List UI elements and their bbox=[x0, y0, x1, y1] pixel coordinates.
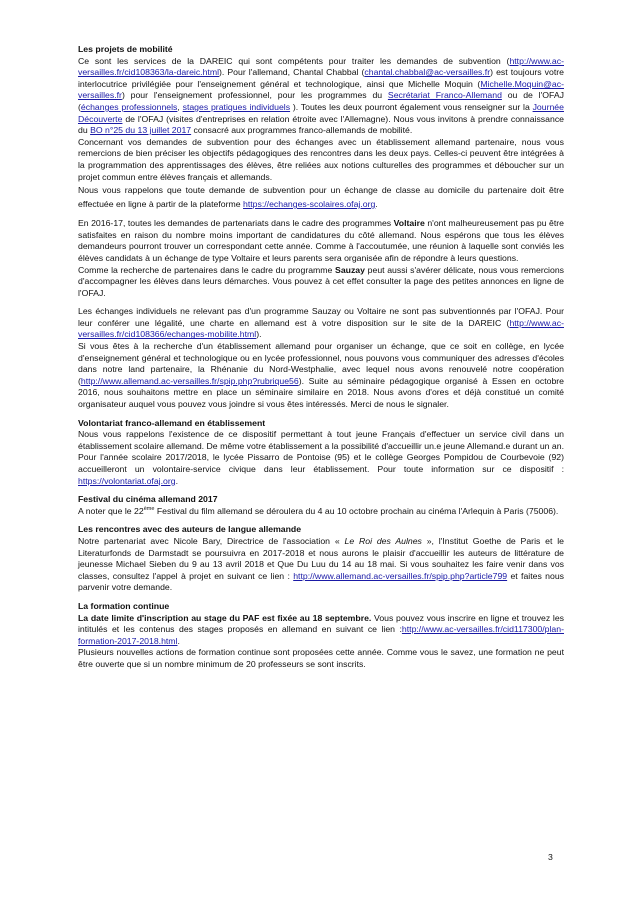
section-festival bbox=[78, 494, 564, 517]
email-chabbal-link[interactable]: chantal.chabbal@ac-versailles.fr bbox=[364, 67, 491, 78]
section-rencontres bbox=[78, 524, 564, 594]
mobility-paragraph-3: Nous vous rappelons que toute demande de subvention pour un échange de classe au domicile du partenaire doit être effectuée en ligne à partir de la plateforme https://echanges-scolaires.ofaj.org. bbox=[78, 185, 564, 210]
section-title-festival: Festival du cinéma allemand 2017 bbox=[78, 494, 218, 505]
festival-paragraph: A noter que le 22ème Festival du film allemand se déroulera du 4 au 10 octobre prochain au cinéma l'Arlequin à Paris (75006). bbox=[78, 505, 559, 516]
section-title-mobility: Les projets de mobilité bbox=[78, 44, 173, 54]
link-plan-formation[interactable]: http://www.ac-versailles.fr/cid117300/plan-formation-2017-2018.html bbox=[78, 624, 564, 646]
formation-paragraph-2: Plusieurs nouvelles actions de formation continue sont proposées cette année. Comme vous le savez, une formation ne peut être ouverte que si un nombre minimum de 20 professeurs se sont inscrits. bbox=[78, 647, 564, 669]
link-echanges-scolaires-ofaj[interactable]: https://echanges-scolaires.ofaj.org bbox=[243, 199, 376, 210]
page-number: 3 bbox=[548, 852, 553, 862]
section-mobility bbox=[78, 44, 564, 211]
document-page bbox=[78, 44, 564, 678]
formation-paragraph-1: La date limite d'inscription au stage du PAF est fixée au 18 septembre. Vous pouvez vous inscrire en ligne et trouvez les intitulés et les contenus des stages proposés en allemand en suivant ce lien :http://www.ac-versailles.fr/cid117300/plan-formation-2017-2018.html. bbox=[78, 612, 564, 646]
link-echanges-professionnels[interactable]: échanges professionnels bbox=[80, 101, 178, 112]
mobility-paragraph-1: Ce sont les services de la DAREIC qui sont compétents pour traiter les demandes de subvention (http://www.ac-versailles.fr/cid108363/la-dareic.html). Pour l'allemand, Chantal Chabbal (chantal.chabbal@ac-versailles.fr) est toujours votre interlocutrice privilégiée pour l'enseignement général et technologique, ainsi que Michelle Moquin (Michelle.Moquin@ac-versailles.fr) pour l'enseignement professionnel, pour les programmes du Secrétariat Franco-Allemand ou de l'OFAJ (échanges professionnels, stages pratiques individuels ). Toutes les deux pourront également vous renseigner sur la Journée Découverte de l'OFAJ (visites d'entreprises en relation étroite avec l'Allemagne). Nous vous invitons à prendre connaissance du BO n°25 du 13 juillet 2017 consacré aux programmes franco-allemands de mobilité. bbox=[78, 55, 564, 136]
link-charte-echanges[interactable]: http://www.ac-versailles.fr/cid108366/echanges-mobilite.html bbox=[78, 317, 564, 340]
link-volontariat-ofaj[interactable]: https://volontariat.ofaj.org bbox=[78, 475, 176, 486]
individual-paragraph-1: Les échanges individuels ne relevant pas d'un programme Sauzay ou Voltaire ne sont pas subventionnés par l'OFAJ. Pour leur conférer une légalité, une charte en allemand est à votre disposition sur le site de la DAREIC (http://www.ac-versailles.fr/cid108366/echanges-mobilite.html). bbox=[78, 306, 564, 340]
section-formation bbox=[78, 601, 564, 671]
individual-paragraph-2: Si vous êtes à la recherche d'un établissement allemand pour organiser un échange, que ce soit en collège, en lycée d'enseignement général et technologique ou en lycée professionnel, nous pouvons vous communiquer des adresses d'écoles dans notre land partenaire, la Rhénanie du Nord-Westphalie, avec lequel nous avons renouvelé notre coopération (http://www.allemand.ac-versailles.fr/spip.php?rubrique56). Suite au séminaire pédagogique organisé à Essen en octobre 2016, nous souhaitons mettre en place un séminaire similaire en 2018. Nous avons d'ores et déjà constitué un comité organisateur auquel vous pouvez vous joindre si vous êtes intéressés. Merci de nous le signaler. bbox=[78, 341, 564, 410]
link-bo[interactable]: BO n°25 du 13 juillet 2017 bbox=[90, 125, 192, 136]
link-article799[interactable]: http://www.allemand.ac-versailles.fr/spip.php?article799 bbox=[293, 570, 508, 581]
section-individual-exchanges bbox=[78, 306, 564, 410]
voltaire-paragraph-1: En 2016-17, toutes les demandes de partenariats dans le cadre des programmes Voltaire n'ont malheureusement pas pu être satisfaites en raison du nombre moins important de candidatures du côté allemand. Nous espérons que tous les élèves demandeurs pourront trouver un correspondant cette année. Comme à l'accoutumée, une réunion à laquelle sont conviés les élèves candidats à un échange de type Voltaire et leurs parents sera organisée afin de répondre à leurs questions. bbox=[78, 218, 564, 263]
link-dareic[interactable]: http://www.ac-versailles.fr/cid108363/la-dareic.html bbox=[78, 55, 564, 78]
section-title-rencontres: Les rencontres avec des auteurs de langue allemande bbox=[78, 524, 302, 535]
mobility-paragraph-2: Concernant vos demandes de subvention pour des échanges avec un établissement allemand partenaire, nous vous remercions de bien préciser les objectifs pédagogiques des rencontres dans les deux pays. Celles-ci peuvent être intégrées à la programmation des apprentissages des élèves, être reliées aux notions culturelles des programmes et déboucher sur un projet commun entre élèves français et allemands. bbox=[78, 136, 564, 182]
link-secretariat-franco-allemand[interactable]: Secrétariat Franco-Allemand bbox=[387, 90, 502, 101]
link-rubrique56[interactable]: http://www.allemand.ac-versailles.fr/spip.php?rubrique56 bbox=[80, 375, 299, 386]
sauzay-paragraph: Comme la recherche de partenaires dans le cadre du programme Sauzay peut aussi s'avérer délicate, nous vous remercions d'accompagner les élèves dans leurs démarches. Vous pouvez à cet effet consulter la page des petites annonces en ligne de l'OFAJ. bbox=[78, 264, 564, 298]
section-title-volontariat: Volontariat franco-allemand en établissement bbox=[78, 417, 266, 428]
link-stages-pratiques[interactable]: stages pratiques individuels bbox=[182, 101, 291, 112]
rencontres-paragraph: Notre partenariat avec Nicole Bary, Directrice de l'association « Le Roi des Aulnes », l'Institut Goethe de Paris et le Literaturfonds de Darmstadt se poursuivra en 2017-2018 et nous aurons le plaisir d'accueillir les auteurs de littérature de jeunesse Michael Sieben du 9 au 13 avril 2018 et Que Du Luu du 14 au 18 mai. Si vous souhaitez les faire venir dans vos classes, consultez l'appel à projet en suivant ce lien : http://www.allemand.ac-versailles.fr/spip.php?article799 et faites nous parvenir votre demande. bbox=[78, 535, 564, 593]
volontariat-paragraph: Nous vous rappelons l'existence de ce dispositif permettant à tout jeune Français d'effectuer un service civil dans un établissement scolaire allemand. De même votre établissement a la possibilité d'accueillir un.e jeune Allemand.e durant un an. Pour l'année scolaire 2017/2018, le lycée Pissarro de Pontoise (95) et le collège Georges Pompidou de Courbevoie (92) accueilleront un volontaire-service civique dans leur établissement. Pour toute information sur ce dispositif : https://volontariat.ofaj.org. bbox=[78, 429, 564, 486]
section-volontariat bbox=[78, 418, 564, 488]
link-journee-decouverte[interactable]: Journée Découverte bbox=[78, 101, 564, 124]
section-voltaire bbox=[78, 218, 564, 299]
email-moquin-link[interactable]: Michelle.Moquin@ac-versailles.fr bbox=[78, 78, 564, 101]
section-title-formation: La formation continue bbox=[78, 600, 170, 611]
